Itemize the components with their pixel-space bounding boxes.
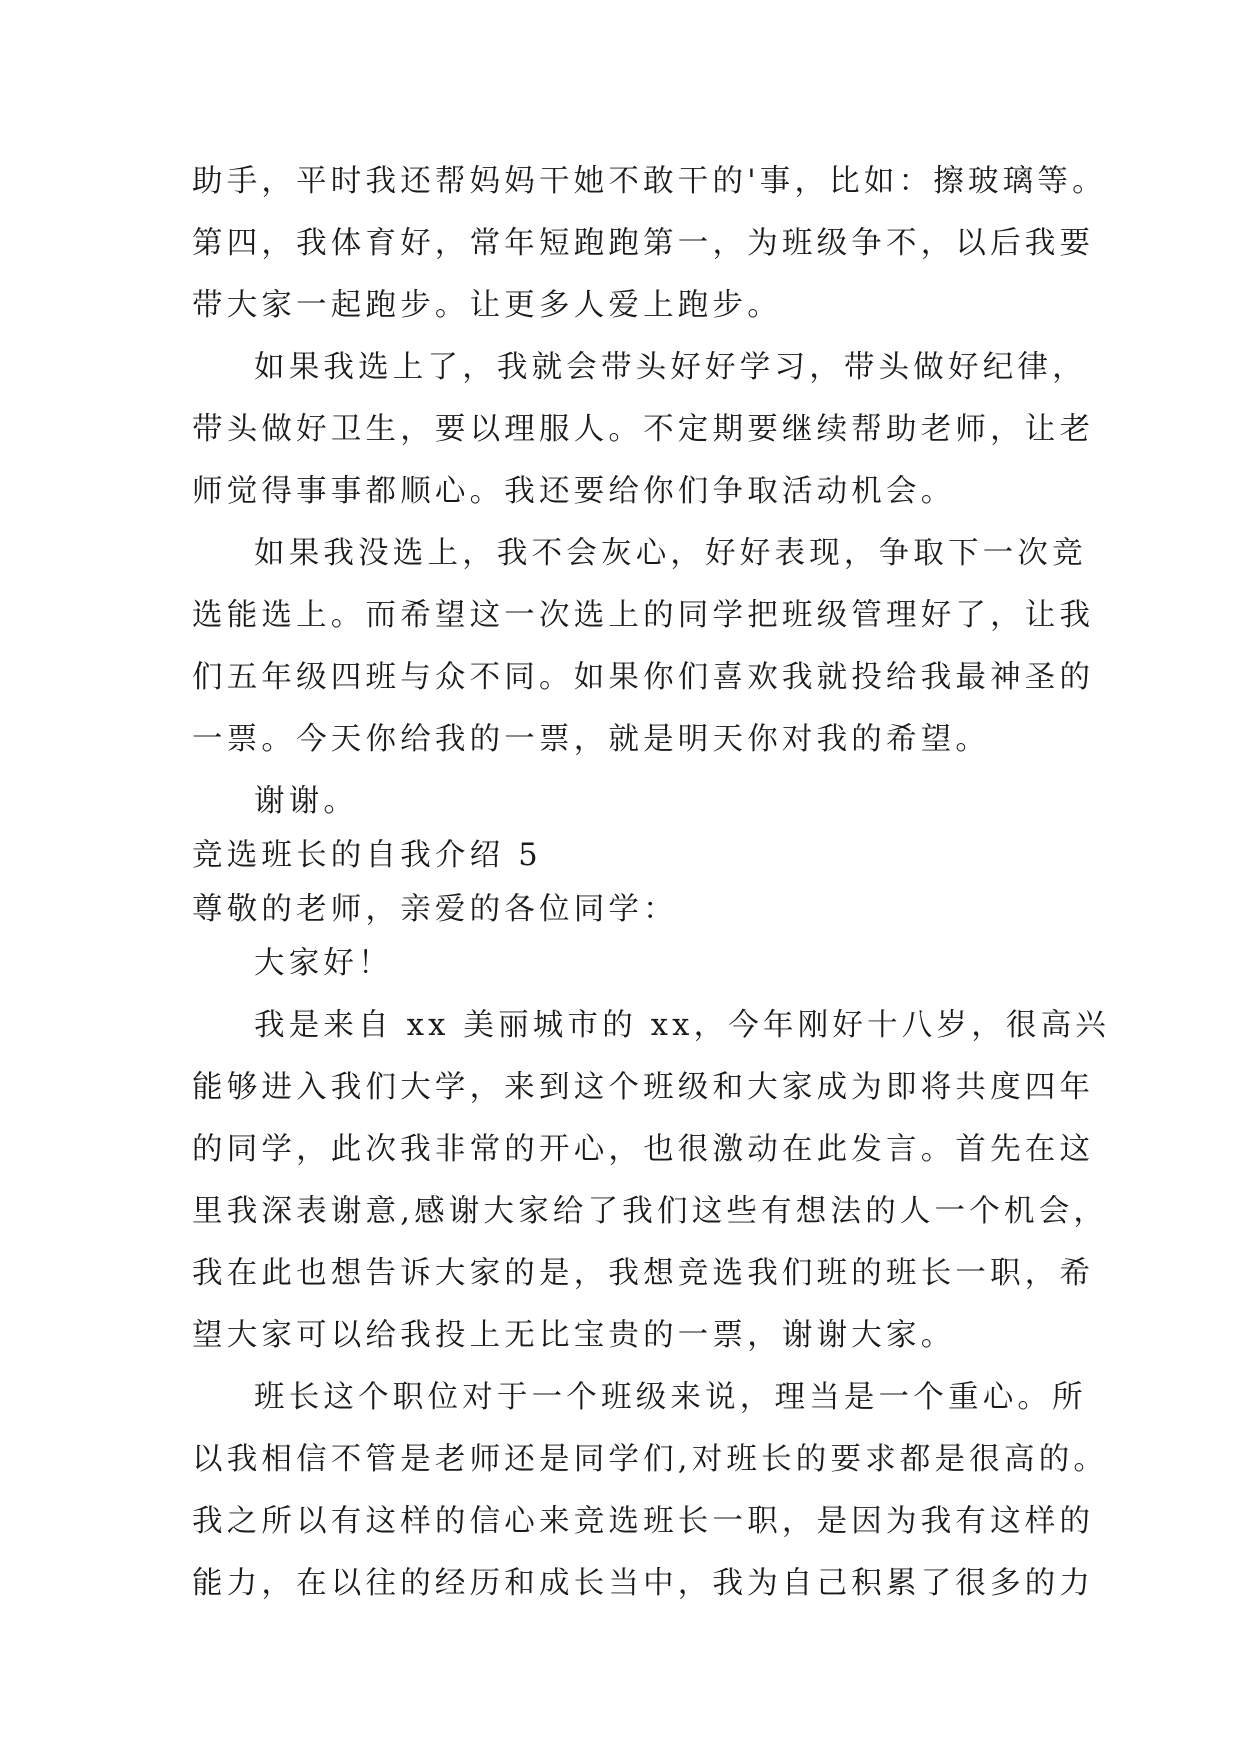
- paragraph-line: 班长这个职位对于一个班级来说，理当是一个重心。所: [254, 1380, 1087, 1415]
- paragraph-line: 如果我没选上，我不会灰心，好好表现，争取下一次竞: [254, 536, 1087, 571]
- paragraph-line: 我在此也想告诉大家的是，我想竞选我们班的班长一职，希: [192, 1256, 1095, 1291]
- paragraph-line: 谢谢。: [254, 784, 359, 819]
- section-heading: 竞选班长的自我介绍 5: [192, 838, 542, 873]
- paragraph-line: 能力，在以往的经历和成长当中，我为自己积累了很多的力: [192, 1566, 1095, 1601]
- paragraph-line: 望大家可以给我投上无比宝贵的一票，谢谢大家。: [192, 1318, 956, 1353]
- paragraph-line: 以我相信不管是老师还是同学们,对班长的要求都是很高的。: [192, 1442, 1109, 1477]
- paragraph-line: 里我深表谢意,感谢大家给了我们这些有想法的人一个机会，: [192, 1194, 1109, 1229]
- paragraph-line: 带头做好卫生，要以理服人。不定期要继续帮助老师，让老: [192, 412, 1095, 447]
- paragraph-line: 选能选上。而希望这一次选上的同学把班级管理好了，让我: [192, 598, 1095, 633]
- paragraph-line: 带大家一起跑步。让更多人爱上跑步。: [192, 288, 782, 323]
- salutation: 尊敬的老师，亲爱的各位同学：: [192, 892, 678, 927]
- paragraph-line: 的同学，此次我非常的开心，也很激动在此发言。首先在这: [192, 1132, 1095, 1167]
- paragraph-line: 第四，我体育好，常年短跑跑第一，为班级争不，以后我要: [192, 226, 1095, 261]
- paragraph-line: 一票。今天你给我的一票，就是明天你对我的希望。: [192, 722, 991, 757]
- paragraph-line: 助手，平时我还帮妈妈干她不敢干的'事，比如：擦玻璃等。: [192, 164, 1107, 199]
- greeting: 大家好！: [254, 946, 393, 981]
- paragraph-line: 能够进入我们大学，来到这个班级和大家成为即将共度四年: [192, 1070, 1095, 1105]
- paragraph-line: 师觉得事事都顺心。我还要给你们争取活动机会。: [192, 474, 956, 509]
- paragraph-line: 如果我选上了，我就会带头好好学习，带头做好纪律，: [254, 350, 1087, 385]
- paragraph-line: 我是来自 xx 美丽城市的 xx，今年刚好十八岁，很高兴: [254, 1008, 1110, 1043]
- paragraph-line: 我之所以有这样的信心来竞选班长一职，是因为我有这样的: [192, 1504, 1095, 1539]
- paragraph-line: 们五年级四班与众不同。如果你们喜欢我就投给我最神圣的: [192, 660, 1095, 695]
